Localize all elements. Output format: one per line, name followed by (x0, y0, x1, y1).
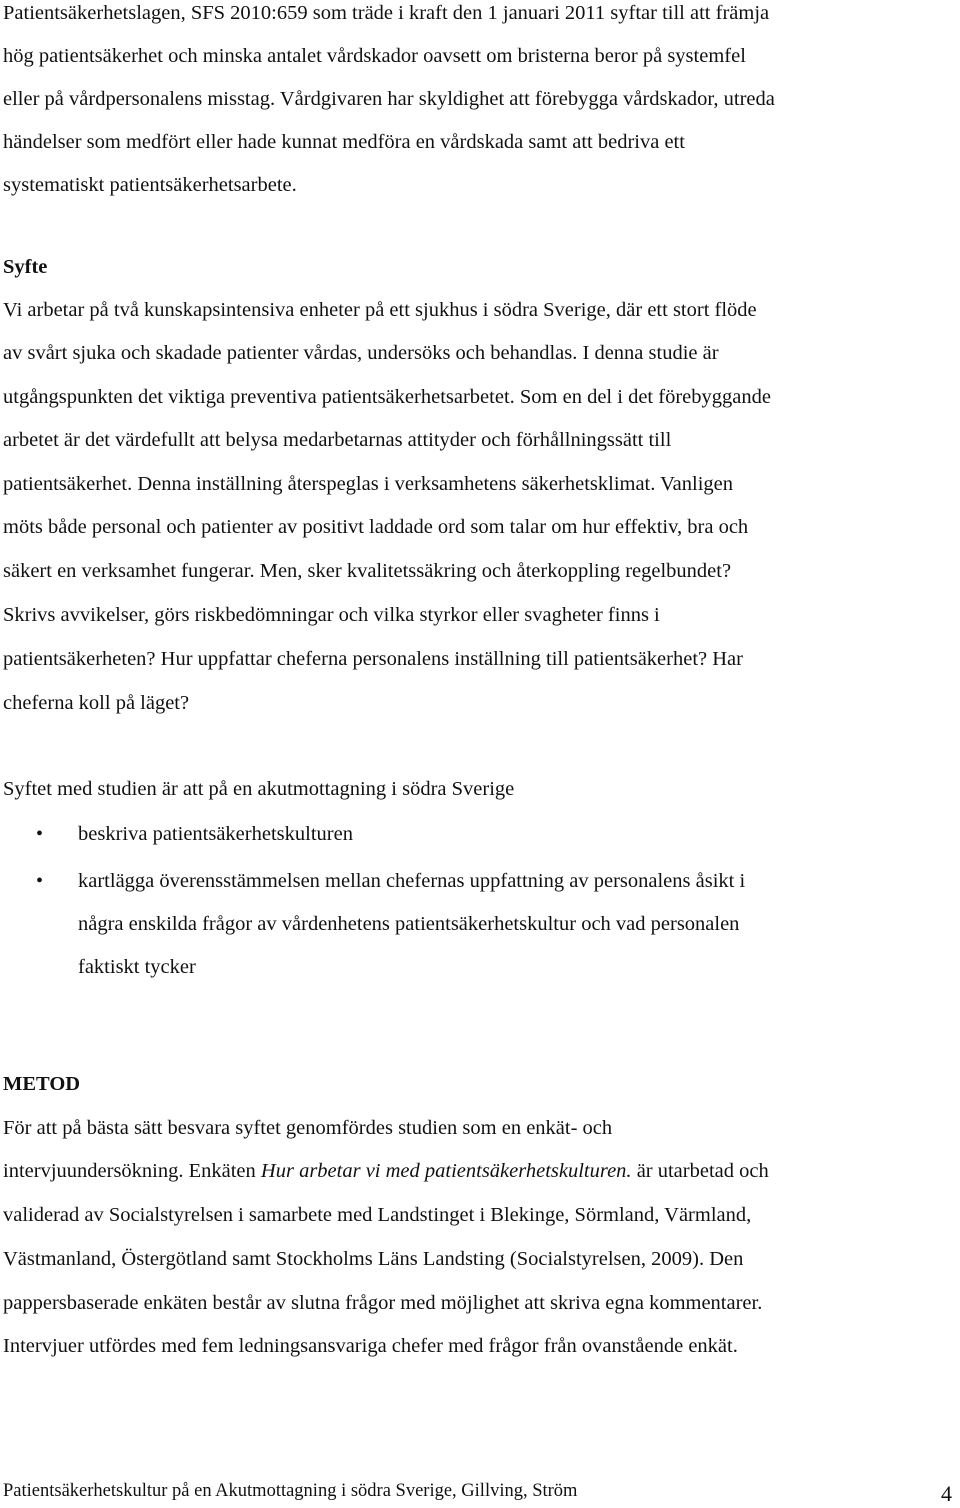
syfte-heading: Syfte (3, 256, 48, 278)
list-item: beskriva patientsäkerhetskulturen (78, 823, 353, 845)
intro-line: eller på vårdpersonalens misstag. Vårdgivaren har skyldighet att förebygga vårdskador, utreda (3, 88, 775, 110)
syfte-line: säkert en verksamhet fungerar. Men, sker kvalitetssäkring och återkoppling regelbundet? (3, 560, 732, 582)
syfte-line: Skrivs avvikelser, görs riskbedömningar och vilka styrkor eller svagheter finns i (3, 604, 660, 626)
metod-line-text: är utarbetad och (631, 1160, 769, 1182)
syfte-line: utgångspunkten det viktiga preventiva patientsäkerhetsarbetet. Som en del i det förebyggande (3, 386, 771, 408)
page-footer: Patientsäkerhetskultur på en Akutmottagning i södra Sverige, Gillving, Ström (3, 1481, 578, 1501)
list-item-continuation: faktiskt tycker (78, 956, 196, 978)
page-number: 4 (941, 1481, 952, 1506)
syfte-line: cheferna koll på läget? (3, 692, 190, 714)
metod-line: För att på bästa sätt besvara syftet genomfördes studien som en enkät- och (3, 1117, 613, 1139)
syfte-line: av svårt sjuka och skadade patienter vårdas, undersöks och behandlas. I denna studie är (3, 342, 719, 364)
metod-line: validerad av Socialstyrelsen i samarbete med Landstinget i Blekinge, Sörmland, Värmland, (3, 1204, 752, 1226)
list-item: kartlägga överensstämmelsen mellan chefernas uppfattning av personalens åsikt i (78, 870, 746, 892)
metod-line: Västmanland, Östergötland samt Stockholms Läns Landsting (Socialstyrelsen, 2009). Den (3, 1248, 744, 1270)
syfte-line: patientsäkerheten? Hur uppfattar cheferna personalens inställning till patientsäkerhet? Har (3, 648, 743, 670)
syfte-line: möts både personal och patienter av positivt laddade ord som talar om hur effektiv, bra och (3, 516, 749, 538)
aim-intro: Syftet med studien är att på en akutmottagning i södra Sverige (3, 778, 515, 800)
intro-line: systematiskt patientsäkerhetsarbete. (3, 174, 297, 196)
list-item-continuation: några enskilda frågor av vårdenhetens patientsäkerhetskultur och vad personalen (78, 913, 740, 935)
bullet-icon: • (36, 870, 44, 892)
syfte-line: arbetet är det värdefullt att belysa medarbetarnas attityder och förhållningssätt till (3, 429, 672, 451)
intro-line: Patientsäkerhetslagen, SFS 2010:659 som träde i kraft den 1 januari 2011 syftar till att främja (3, 2, 770, 24)
intro-line: händelser som medfört eller hade kunnat medföra en vårdskada samt att bedriva ett (3, 131, 685, 153)
metod-line-text: intervjuundersökning. Enkäten (3, 1160, 261, 1182)
syfte-line: Vi arbetar på två kunskapsintensiva enheter på ett sjukhus i södra Sverige, där ett stort flöde (3, 299, 757, 321)
metod-line: pappersbaserade enkäten består av slutna frågor med möjlighet att skriva egna kommentarer. (3, 1292, 763, 1314)
metod-line: Intervjuer utfördes med fem ledningsansvariga chefer med frågor från ovanstående enkät. (3, 1335, 738, 1357)
survey-title: Hur arbetar vi med patientsäkerhetskulturen. (260, 1160, 632, 1182)
bullet-icon: • (36, 823, 44, 845)
metod-line (3, 1158, 769, 1184)
intro-line: hög patientsäkerhet och minska antalet vårdskador oavsett om bristerna beror på systemfel (3, 45, 746, 67)
syfte-line: patientsäkerhet. Denna inställning återspeglas i verksamhetens säkerhetsklimat. Vanligen (3, 473, 734, 495)
metod-heading: METOD (3, 1073, 81, 1095)
